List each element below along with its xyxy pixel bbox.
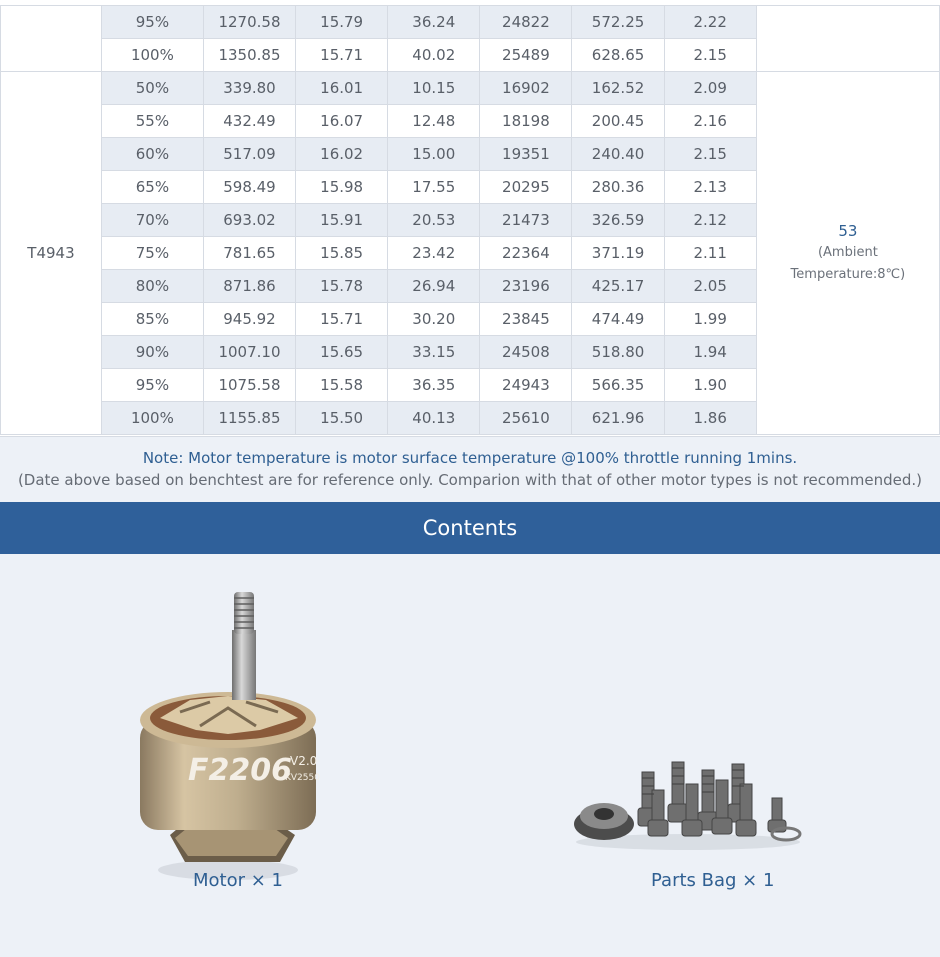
- table-cell: 566.35: [572, 369, 664, 402]
- table-cell: 474.49: [572, 303, 664, 336]
- table-cell: 240.40: [572, 138, 664, 171]
- table-cell: 21473: [480, 204, 572, 237]
- table-cell: 15.85: [296, 237, 388, 270]
- table-cell: 25489: [480, 39, 572, 72]
- table-cell: 16.01: [296, 72, 388, 105]
- table-cell: 60%: [101, 138, 203, 171]
- motor-version-print: V2.0: [290, 754, 318, 768]
- table-cell: 95%: [101, 6, 203, 39]
- table-cell: 15.58: [296, 369, 388, 402]
- table-cell: 162.52: [572, 72, 664, 105]
- contents-section: [0, 554, 940, 957]
- temperature-cell-prev: [756, 6, 939, 72]
- table-cell: 22364: [480, 237, 572, 270]
- table-row: [1, 6, 940, 39]
- table-cell: 15.71: [296, 39, 388, 72]
- table-cell: 10.15: [388, 72, 480, 105]
- table-cell: 25610: [480, 402, 572, 435]
- table-cell: 2.15: [664, 39, 756, 72]
- motor-icon: [130, 590, 330, 890]
- table-cell: 15.00: [388, 138, 480, 171]
- motor-kv-print: KV2550: [285, 773, 320, 783]
- table-cell: 1.94: [664, 336, 756, 369]
- table-cell: 18198: [480, 105, 572, 138]
- table-cell: 1155.85: [203, 402, 295, 435]
- table-cell: 871.86: [203, 270, 295, 303]
- table-cell: 2.12: [664, 204, 756, 237]
- note-temperature: Note: Motor temperature is motor surface temperature @100% throttle running 1mins.: [142, 449, 798, 467]
- temperature-note-1: (Ambient: [817, 245, 878, 260]
- note-section: [0, 436, 940, 503]
- table-cell: 17.55: [388, 171, 480, 204]
- table-cell: 36.35: [388, 369, 480, 402]
- table-cell: 100%: [101, 402, 203, 435]
- table-cell: 70%: [101, 204, 203, 237]
- table-cell: 1.90: [664, 369, 756, 402]
- table-cell: 2.15: [664, 138, 756, 171]
- table-row: [1, 72, 940, 105]
- table-cell: 2.16: [664, 105, 756, 138]
- table-cell: 1075.58: [203, 369, 295, 402]
- contents-banner: Contents: [0, 502, 940, 554]
- motor-label: Motor × 1: [193, 870, 283, 891]
- table-cell: 100%: [101, 39, 203, 72]
- table-cell: 15.91: [296, 204, 388, 237]
- table-cell: 2.11: [664, 237, 756, 270]
- table-cell: 23.42: [388, 237, 480, 270]
- table-cell: 19351: [480, 138, 572, 171]
- table-cell: 30.20: [388, 303, 480, 336]
- temperature-cell: [756, 72, 939, 435]
- table-cell: 15.71: [296, 303, 388, 336]
- table-cell: 50%: [101, 72, 203, 105]
- table-cell: 326.59: [572, 204, 664, 237]
- table-cell: 781.65: [203, 237, 295, 270]
- table-cell: 945.92: [203, 303, 295, 336]
- table-cell: 339.80: [203, 72, 295, 105]
- motor-brand-print: F2206: [188, 753, 292, 788]
- table-cell: 23845: [480, 303, 572, 336]
- note-disclaimer: (Date above based on benchtest are for reference only. Comparion with that of other motor types is not recommended.): [17, 471, 923, 489]
- table-cell: 24943: [480, 369, 572, 402]
- table-cell: 16.07: [296, 105, 388, 138]
- table-cell: 280.36: [572, 171, 664, 204]
- performance-table: [0, 5, 940, 435]
- table-cell: 2.13: [664, 171, 756, 204]
- table-cell: 90%: [101, 336, 203, 369]
- table-cell: 26.94: [388, 270, 480, 303]
- model-cell: T4943: [1, 72, 102, 435]
- table-cell: 1007.10: [203, 336, 295, 369]
- table-cell: 23196: [480, 270, 572, 303]
- table-cell: 65%: [101, 171, 203, 204]
- table-cell: 1.86: [664, 402, 756, 435]
- table-cell: 16902: [480, 72, 572, 105]
- table-cell: 621.96: [572, 402, 664, 435]
- table-cell: 55%: [101, 105, 203, 138]
- temperature-value: 53: [838, 222, 858, 240]
- table-cell: 40.02: [388, 39, 480, 72]
- table-cell: 425.17: [572, 270, 664, 303]
- table-cell: 75%: [101, 237, 203, 270]
- table-cell: 33.15: [388, 336, 480, 369]
- table-cell: 693.02: [203, 204, 295, 237]
- table-cell: 371.19: [572, 237, 664, 270]
- performance-table-section: [0, 0, 940, 436]
- table-cell: 572.25: [572, 6, 664, 39]
- table-cell: 85%: [101, 303, 203, 336]
- table-cell: 2.09: [664, 72, 756, 105]
- table-cell: 20.53: [388, 204, 480, 237]
- table-cell: 24508: [480, 336, 572, 369]
- table-cell: 517.09: [203, 138, 295, 171]
- table-cell: 628.65: [572, 39, 664, 72]
- table-cell: 40.13: [388, 402, 480, 435]
- table-cell: 15.78: [296, 270, 388, 303]
- table-cell: 36.24: [388, 6, 480, 39]
- table-cell: 20295: [480, 171, 572, 204]
- table-cell: 200.45: [572, 105, 664, 138]
- table-cell: 2.22: [664, 6, 756, 39]
- parts-bag-label: Parts Bag × 1: [651, 870, 775, 891]
- temperature-note-2: Temperature:8℃): [790, 267, 906, 282]
- table-cell: 432.49: [203, 105, 295, 138]
- table-cell: 2.05: [664, 270, 756, 303]
- table-cell: 24822: [480, 6, 572, 39]
- table-cell: 1270.58: [203, 6, 295, 39]
- table-cell: 16.02: [296, 138, 388, 171]
- table-cell: 15.79: [296, 6, 388, 39]
- table-cell: 1.99: [664, 303, 756, 336]
- table-cell: 80%: [101, 270, 203, 303]
- table-cell: 598.49: [203, 171, 295, 204]
- table-cell: 518.80: [572, 336, 664, 369]
- table-cell: 95%: [101, 369, 203, 402]
- table-cell: 1350.85: [203, 39, 295, 72]
- model-cell-prev: [1, 6, 102, 72]
- table-cell: 15.98: [296, 171, 388, 204]
- table-cell: 12.48: [388, 105, 480, 138]
- table-cell: 15.50: [296, 402, 388, 435]
- table-cell: 15.65: [296, 336, 388, 369]
- parts-bag-icon: [570, 754, 806, 854]
